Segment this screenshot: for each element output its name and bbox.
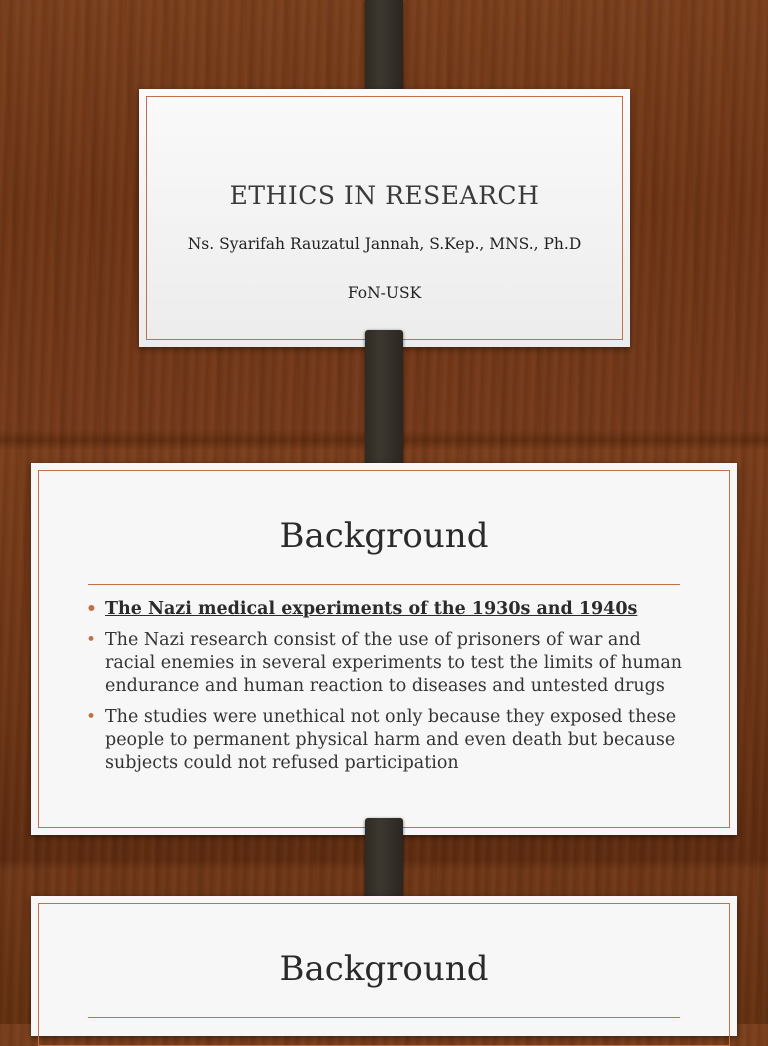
background-slide-1[interactable] [31, 463, 737, 835]
bullet-icon: • [86, 707, 97, 727]
bullet-icon: • [86, 630, 97, 650]
organization: FoN-USK [347, 284, 422, 302]
bullet-icon: • [86, 599, 97, 619]
slide-heading: Background [279, 516, 489, 556]
title-slide[interactable] [139, 89, 630, 347]
heading-rule [88, 584, 680, 585]
background-slide-2[interactable] [31, 896, 737, 1036]
list-item: • The Nazi medical experiments of the 1930s and 1940s [86, 599, 638, 619]
slide-heading: Background [279, 949, 489, 989]
list-item: • The studies were unethical not only because they exposed these people to permanent physical harm and even death but because subjects could not refused participation [86, 707, 677, 773]
presentation-title: ETHICS IN RESEARCH [229, 181, 540, 210]
list-item: • The Nazi research consist of the use of prisoners of war and racial enemies in several experiments to test the limits of human endurance and human reaction to diseases and untested drugs [86, 630, 683, 696]
slide-frame [146, 96, 623, 340]
bullet-list [86, 598, 687, 783]
strap-middle [365, 330, 403, 480]
author-name: Ns. Syarifah Rauzatul Jannah, S.Kep., MNS., Ph.D [187, 235, 582, 253]
heading-rule [88, 1017, 680, 1018]
